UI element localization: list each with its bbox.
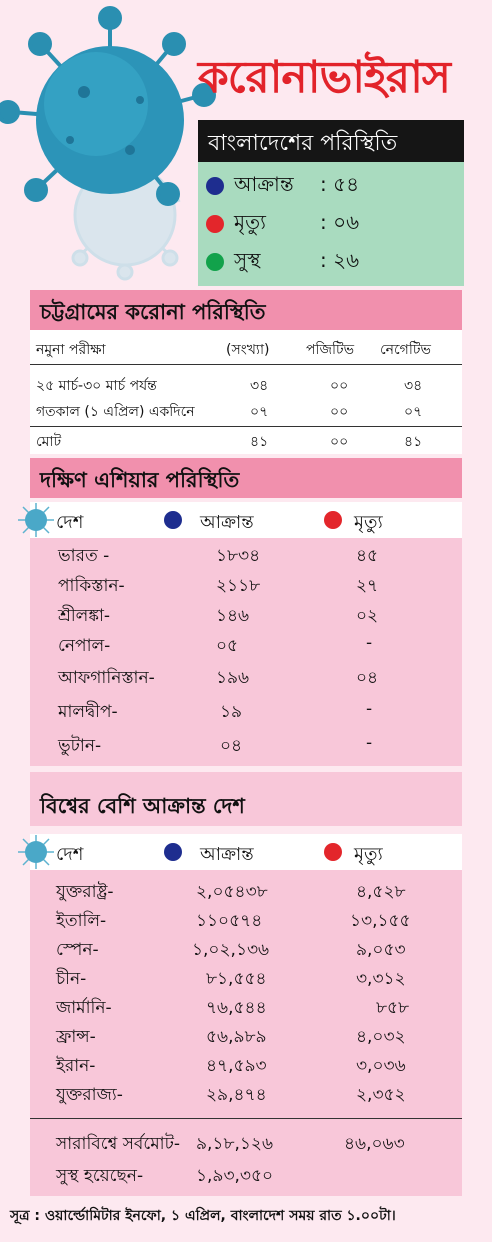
column-header: পজিটিভ bbox=[306, 342, 355, 358]
cell-count: ০৭ bbox=[250, 404, 269, 420]
south-asia-table bbox=[30, 538, 462, 766]
cell-count: ৩৪ bbox=[250, 378, 269, 394]
recovered-count: ১,৯৩,৩৫০ bbox=[196, 1166, 274, 1186]
table-row bbox=[30, 963, 462, 993]
table-row bbox=[30, 374, 462, 398]
recovered-row bbox=[30, 1160, 462, 1190]
source-note: সূত্র : ওয়ার্ল্ডোমিটার ইনফো, ১ এপ্রিল, বাংলাদেশ সময় রাত ১.০০টা। bbox=[10, 1208, 396, 1224]
country-name: জার্মানি- bbox=[56, 998, 112, 1018]
affected-count: ৭৬,৫৪৪ bbox=[206, 998, 267, 1018]
cell-positive: ০০ bbox=[330, 378, 349, 394]
death-count: ০২ bbox=[356, 606, 379, 626]
world-section-title: বিশ্বের বেশি আক্রান্ত দেশ bbox=[40, 794, 245, 818]
blue-dot-icon bbox=[206, 177, 224, 195]
ctg-section-title: চট্টগ্রামের করোনা পরিস্থিতি bbox=[30, 290, 462, 330]
stat-value: : ২৬ bbox=[320, 247, 360, 272]
affected-count: ১১০৫৭৪ bbox=[196, 911, 263, 931]
affected-count: ২৯,৪৭৪ bbox=[206, 1085, 267, 1105]
death-count: ২,৩৫২ bbox=[356, 1085, 406, 1105]
total-death: ৪৬,০৬৩ bbox=[344, 1134, 405, 1154]
country-name: ইতালি- bbox=[56, 911, 107, 931]
country-name: নেপাল- bbox=[58, 636, 111, 656]
table-row bbox=[30, 570, 462, 600]
death-count: - bbox=[366, 633, 373, 653]
divider bbox=[30, 426, 462, 427]
death-count: ২৭ bbox=[356, 576, 379, 596]
page-title: করোনাভাইরাস bbox=[198, 52, 450, 103]
death-count: ৩,০৩৬ bbox=[356, 1056, 406, 1076]
death-count: ৪৫ bbox=[356, 546, 379, 566]
cell-negative: ০৭ bbox=[404, 404, 423, 420]
total-label: সারাবিশ্বে সর্বমোট- bbox=[56, 1134, 180, 1154]
death-count: ১৩,১৫৫ bbox=[350, 911, 411, 931]
table-row bbox=[30, 876, 462, 906]
table-row bbox=[30, 662, 462, 692]
cell-positive: ০০ bbox=[330, 404, 349, 420]
table-row bbox=[30, 1050, 462, 1080]
country-name: যুক্তরাষ্ট্র- bbox=[56, 882, 114, 902]
death-count: ৮৫৮ bbox=[376, 998, 410, 1018]
table-row bbox=[30, 400, 462, 424]
table-row bbox=[30, 696, 462, 726]
divider bbox=[30, 364, 462, 365]
column-header: দেশ bbox=[56, 512, 84, 533]
country-name: আফগানিস্তান- bbox=[58, 668, 155, 688]
bangladesh-heading: বাংলাদেশের পরিস্থিতি bbox=[198, 120, 464, 162]
stat-label: মৃত্যু bbox=[234, 209, 266, 234]
row-label: গতকাল (১ এপ্রিল) একদিনে bbox=[36, 404, 195, 420]
blue-dot-icon bbox=[164, 511, 182, 529]
country-name: মালদ্বীপ- bbox=[58, 702, 118, 722]
table-row bbox=[30, 934, 462, 964]
affected-count: ০৫ bbox=[216, 636, 239, 656]
affected-count: ২১১৮ bbox=[216, 576, 261, 596]
column-header: মৃত্যু bbox=[354, 844, 383, 865]
cell-negative: ৩৪ bbox=[404, 378, 423, 394]
column-header: আক্রান্ত bbox=[200, 844, 254, 865]
cell-positive: ০০ bbox=[330, 434, 349, 450]
cell-negative: ৪১ bbox=[404, 434, 423, 450]
column-header: দেশ bbox=[56, 844, 84, 865]
world-table-header bbox=[30, 834, 462, 870]
column-header: নেগেটিভ bbox=[380, 342, 431, 358]
affected-count: ০৪ bbox=[220, 736, 243, 756]
red-dot-icon bbox=[324, 843, 342, 861]
recovered-label: সুস্থ হয়েছেন- bbox=[56, 1166, 144, 1186]
row-label: মোট bbox=[36, 434, 62, 450]
affected-count: ১৪৬ bbox=[216, 606, 250, 626]
row-label: ২৫ মার্চ-৩০ মার্চ পর্যন্ত bbox=[36, 378, 157, 394]
death-count: - bbox=[366, 733, 373, 753]
table-row bbox=[30, 1079, 462, 1109]
death-count: ০৪ bbox=[356, 668, 379, 688]
column-header: নমুনা পরীক্ষা bbox=[36, 342, 106, 358]
world-table bbox=[30, 870, 462, 1196]
country-name: যুক্তরাজ্য- bbox=[56, 1085, 123, 1105]
bangladesh-stats bbox=[198, 162, 464, 286]
affected-count: ৪৭,৫৯৩ bbox=[206, 1056, 267, 1076]
country-name: চীন- bbox=[56, 969, 87, 989]
country-name: ইরান- bbox=[56, 1056, 96, 1076]
stat-death bbox=[206, 206, 456, 242]
country-name: ভুটান- bbox=[58, 736, 102, 756]
affected-count: ২,০৫৪৩৮ bbox=[196, 882, 268, 902]
affected-count: ১৮৩৪ bbox=[216, 546, 261, 566]
stat-label: সুস্থ bbox=[234, 247, 261, 272]
table-row bbox=[30, 905, 462, 935]
stat-affected bbox=[206, 168, 456, 204]
divider bbox=[30, 1118, 462, 1119]
total-affected: ৯,১৮,১২৬ bbox=[196, 1134, 274, 1154]
death-count: ৪,০৩২ bbox=[356, 1027, 406, 1047]
ctg-table bbox=[30, 330, 462, 454]
south-asia-table-header bbox=[30, 502, 462, 538]
blue-dot-icon bbox=[164, 843, 182, 861]
column-header: (সংখ্যা) bbox=[226, 342, 270, 358]
country-name: ফ্রান্স- bbox=[56, 1027, 96, 1047]
stat-value: : ৫৪ bbox=[320, 171, 360, 196]
table-header bbox=[30, 338, 462, 362]
death-count: ৩,৩১২ bbox=[356, 969, 406, 989]
country-name: শ্রীলঙ্কা- bbox=[58, 606, 111, 626]
table-row bbox=[30, 992, 462, 1022]
red-dot-icon bbox=[206, 215, 224, 233]
south-asia-section-title: দক্ষিণ এশিয়ার পরিস্থিতি bbox=[30, 458, 462, 498]
green-dot-icon bbox=[206, 253, 224, 271]
virus-icon bbox=[14, 832, 58, 872]
stat-label: আক্রান্ত bbox=[234, 171, 294, 196]
affected-count: ১৯৬ bbox=[216, 668, 250, 688]
affected-count: ৫৬,৯৮৯ bbox=[206, 1027, 267, 1047]
cell-count: ৪১ bbox=[250, 434, 269, 450]
total-row bbox=[30, 430, 462, 454]
column-header: মৃত্যু bbox=[354, 512, 383, 533]
stat-recovered bbox=[206, 244, 456, 280]
table-row bbox=[30, 600, 462, 630]
table-row bbox=[30, 540, 462, 570]
affected-count: ১,০২,১৩৬ bbox=[192, 940, 270, 960]
table-row bbox=[30, 1021, 462, 1051]
death-count: ৯,০৫৩ bbox=[356, 940, 406, 960]
death-count: ৪,৫২৮ bbox=[356, 882, 406, 902]
virus-icon bbox=[14, 500, 58, 540]
column-header: আক্রান্ত bbox=[200, 512, 254, 533]
table-row bbox=[30, 730, 462, 760]
total-row bbox=[30, 1128, 462, 1158]
country-name: পাকিস্তান- bbox=[58, 576, 125, 596]
red-dot-icon bbox=[324, 511, 342, 529]
table-row bbox=[30, 630, 462, 660]
death-count: - bbox=[366, 699, 373, 719]
stat-value: : ০৬ bbox=[320, 209, 360, 234]
country-name: ভারত - bbox=[58, 546, 110, 566]
country-name: স্পেন- bbox=[56, 940, 99, 960]
affected-count: ১৯ bbox=[220, 702, 243, 722]
affected-count: ৮১,৫৫৪ bbox=[206, 969, 267, 989]
